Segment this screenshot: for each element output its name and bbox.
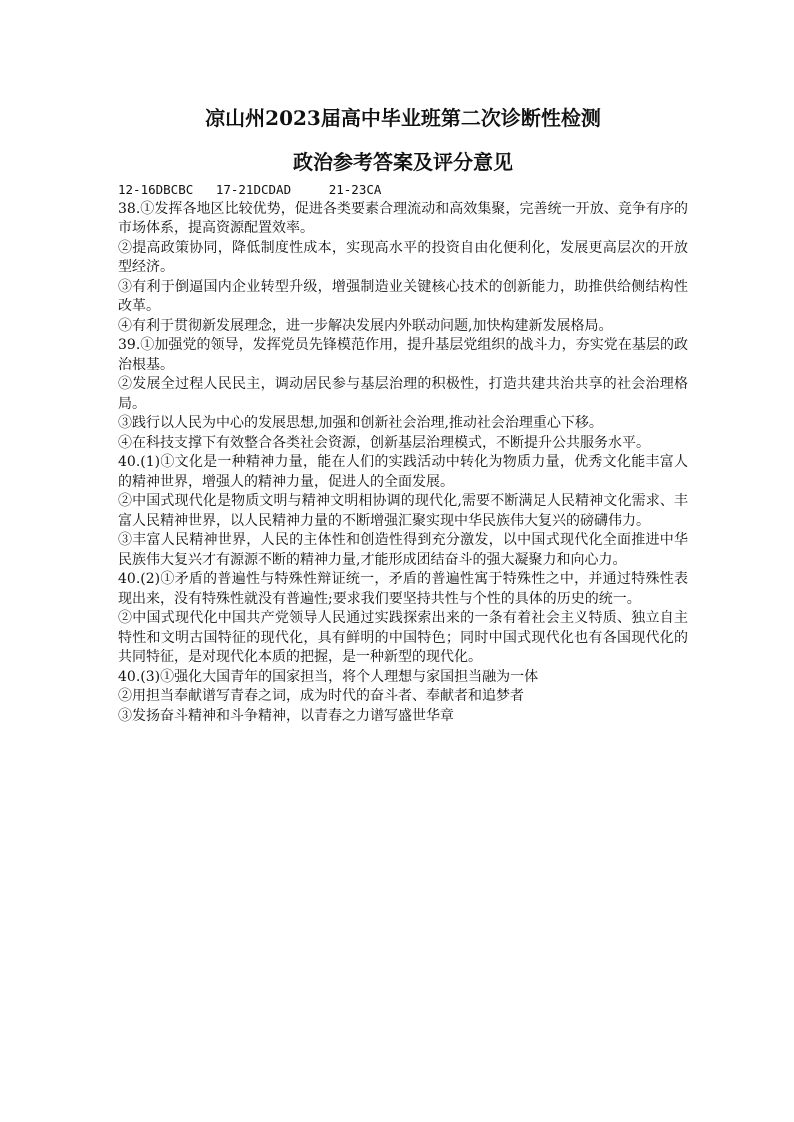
answer-40-1-point-3: ③丰富人民精神世界，人民的主体性和创造性得到充分激发，以中国式现代化全面推进中华民族伟大复兴才有源源不断的精神力量,才能形成团结奋斗的强大凝聚力和向心力。 — [118, 532, 688, 568]
answer-39-point-1: 39.①加强党的领导，发挥党员先锋模范作用，提升基层党组织的战斗力，夯实党在基层的政治根基。 — [118, 337, 688, 373]
document-page — [118, 104, 688, 726]
document-title: 凉山州2023届高中毕业班第二次诊断性检测 — [205, 106, 601, 130]
answer-40-2-point-1: 40.(2)①矛盾的普遍性与特殊性辩证统一，矛盾的普遍性寓于特殊性之中，并通过特殊性表现出来，没有特殊性就没有普遍性;要求我们要坚持共性与个性的具体的历史的统一。 — [118, 571, 688, 607]
answer-38-point-3: ③有利于倒逼国内企业转型升级，增强制造业关键核心技术的创新能力，助推供给侧结构性改革。 — [118, 278, 688, 314]
answer-40-1-point-2: ②中国式现代化是物质文明与精神文明相协调的现代化,需要不断满足人民精神文化需求、丰富人民精神世界，以人民精神力量的不断增强汇聚实现中华民族伟大复兴的磅礴伟力。 — [118, 493, 688, 529]
answer-39-point-2: ②发展全过程人民民主，调动居民参与基层治理的积极性，打造共建共治共享的社会治理格局。 — [118, 376, 688, 412]
answer-40-3-point-2: ②用担当奉献谱写青春之词，成为时代的奋斗者、奉献者和追梦者 — [118, 688, 524, 704]
choice-answers: 12-16DBCBC 17-21DCDAD 21-23CA — [118, 182, 382, 197]
answer-38-point-4: ④有利于贯彻新发展理念，进一步解决发展内外联动问题,加快构建新发展格局。 — [118, 317, 613, 334]
answer-40-1-point-1: 40.(1)①文化是一种精神力量，能在人们的实践活动中转化为物质力量，优秀文化能丰富人的精神世界，增强人的精神力量，促进人的全面发展。 — [118, 454, 688, 490]
answer-38-point-2: ②提高政策协同，降低制度性成本，实现高水平的投资自由化便利化，发展更高层次的开放型经济。 — [118, 239, 688, 275]
answer-39-point-3: ③践行以人民为中心的发展思想,加强和创新社会治理,推动社会治理重心下移。 — [118, 415, 603, 431]
answer-40-3-point-3: ③发扬奋斗精神和斗争精神，以青春之力谱写盛世华章 — [118, 707, 454, 724]
answer-39-point-4: ④在科技支撑下有效整合各类社会资源，创新基层治理模式，不断提升公共服务水平。 — [118, 434, 650, 451]
document-subtitle: 政治参考答案及评分意见 — [293, 150, 513, 174]
answer-38-point-1: 38.①发挥各地区比较优势，促进各类要素合理流动和高效集聚，完善统一开放、竞争有序的市场体系，提高资源配置效率。 — [118, 200, 688, 236]
answer-40-3-point-1: 40.(3)①强化大国青年的国家担当，将个人理想与家国担当融为一体 — [118, 668, 539, 685]
answer-40-2-point-2: ②中国式现代化中国共产党领导人民通过实践探索出来的一条有着社会主义特质、独立自主特性和文明古国特征的现代化，具有鲜明的中国特色；同时中国式现代化也有各国现代化的共同特征，是对现代化本质的把握，是一种新型的现代化。 — [118, 610, 688, 665]
